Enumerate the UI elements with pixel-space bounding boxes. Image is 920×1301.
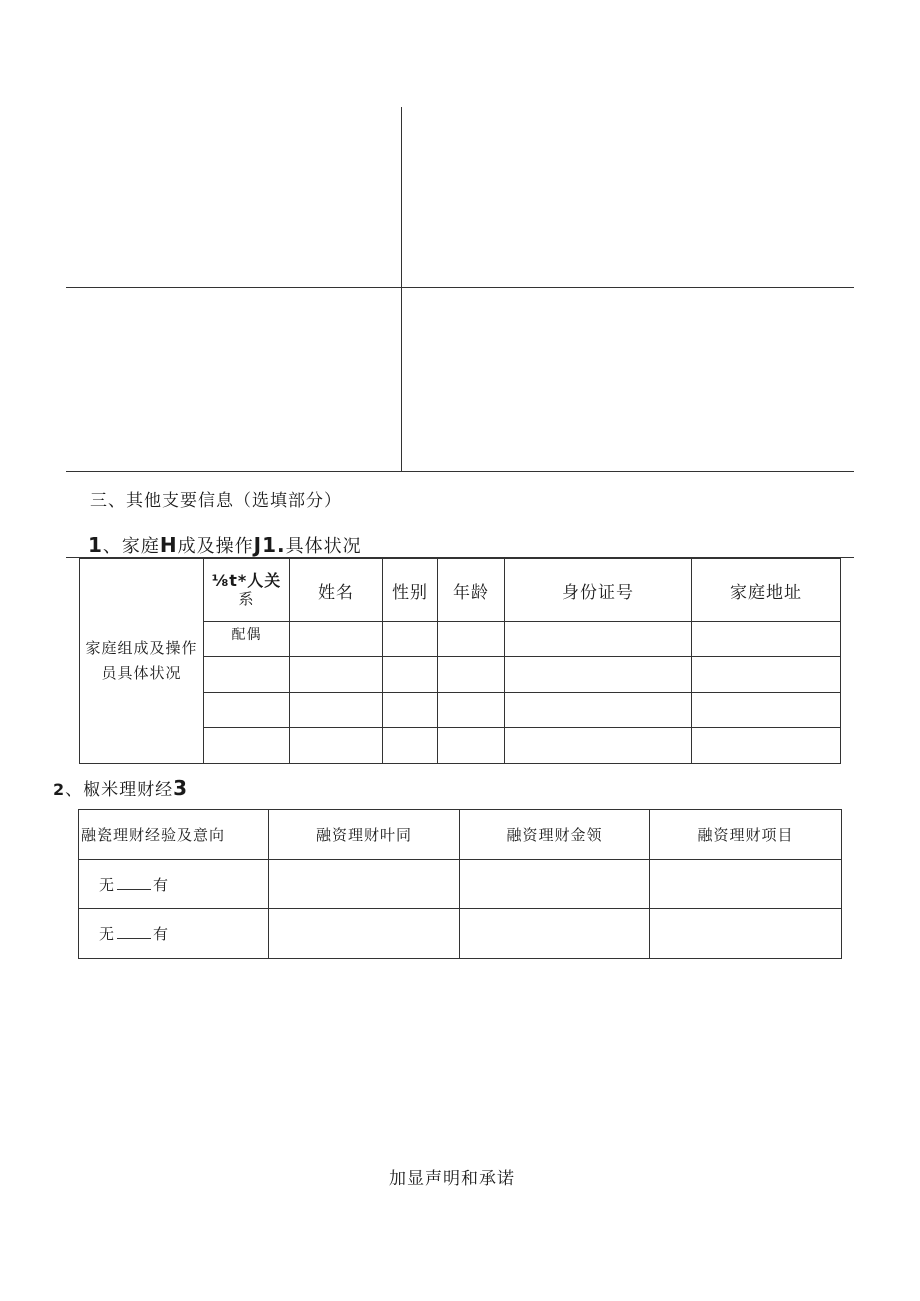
amount-cell[interactable] [460,860,650,909]
relation-cell[interactable] [204,657,290,693]
address-cell[interactable] [692,693,841,728]
id-cell[interactable] [505,728,692,764]
address-cell[interactable] [692,728,841,764]
name-cell[interactable] [290,728,383,764]
family-heading [88,532,362,558]
gender-cell[interactable] [383,622,438,657]
col-finance-project: 融资理财项目 [650,810,842,860]
col-age: 年龄 [438,559,505,622]
top-horizontal-divider-1 [66,287,854,288]
name-cell[interactable] [290,693,383,728]
gender-cell[interactable] [383,693,438,728]
family-row-label: 家庭组成及操作员具体状况 [80,559,204,764]
experience-option-cell[interactable]: 无 有 [79,909,269,959]
col-relation: ⅛t*人关 系 [204,559,290,622]
family-heading-end: 具体状况 [285,536,362,557]
address-cell[interactable] [692,657,841,693]
finance-heading-rest: 、椒米理财经 [65,780,174,800]
gender-cell[interactable] [383,657,438,693]
section-3-heading: 三、其他支要信息（选填部分） [90,491,342,511]
col-finance-contract: 融资理财叶同 [269,810,460,860]
relation-cell[interactable] [204,728,290,764]
col-name: 姓名 [290,559,383,622]
project-cell[interactable] [650,909,842,959]
age-cell[interactable] [438,728,505,764]
id-cell[interactable] [505,622,692,657]
family-heading-j: J1. [253,533,286,557]
family-heading-sep: 、家庭 [102,536,160,557]
name-cell[interactable] [290,622,383,657]
top-vertical-divider [401,107,402,472]
col-finance-experience: 融瓷理财经验及意向 [79,810,269,860]
id-cell[interactable] [505,693,692,728]
family-heading-mid: 成及操作 [177,536,254,557]
name-cell[interactable] [290,657,383,693]
finance-heading-num: 2 [53,780,66,799]
contract-cell[interactable] [269,909,460,959]
finance-table [78,809,842,959]
col-address: 家庭地址 [692,559,841,622]
age-cell[interactable] [438,657,505,693]
contract-cell[interactable] [269,860,460,909]
id-cell[interactable] [505,657,692,693]
top-horizontal-divider-2 [66,471,854,472]
col-gender: 性别 [383,559,438,622]
age-cell[interactable] [438,693,505,728]
age-cell[interactable] [438,622,505,657]
address-cell[interactable] [692,622,841,657]
family-heading-num: 1 [88,533,103,557]
family-heading-h: H [159,533,178,557]
relation-cell[interactable] [204,693,290,728]
family-table [79,558,841,764]
finance-heading-num-end: 3 [173,776,189,800]
col-id-number: 身份证号 [505,559,692,622]
finance-heading [53,775,188,800]
relation-cell: 配偶 [204,622,290,657]
declaration-title: 加显声明和承诺 [389,1169,515,1189]
amount-cell[interactable] [460,909,650,959]
experience-option-cell[interactable]: 无 有 [79,860,269,909]
project-cell[interactable] [650,860,842,909]
gender-cell[interactable] [383,728,438,764]
col-finance-amount: 融资理财金领 [460,810,650,860]
